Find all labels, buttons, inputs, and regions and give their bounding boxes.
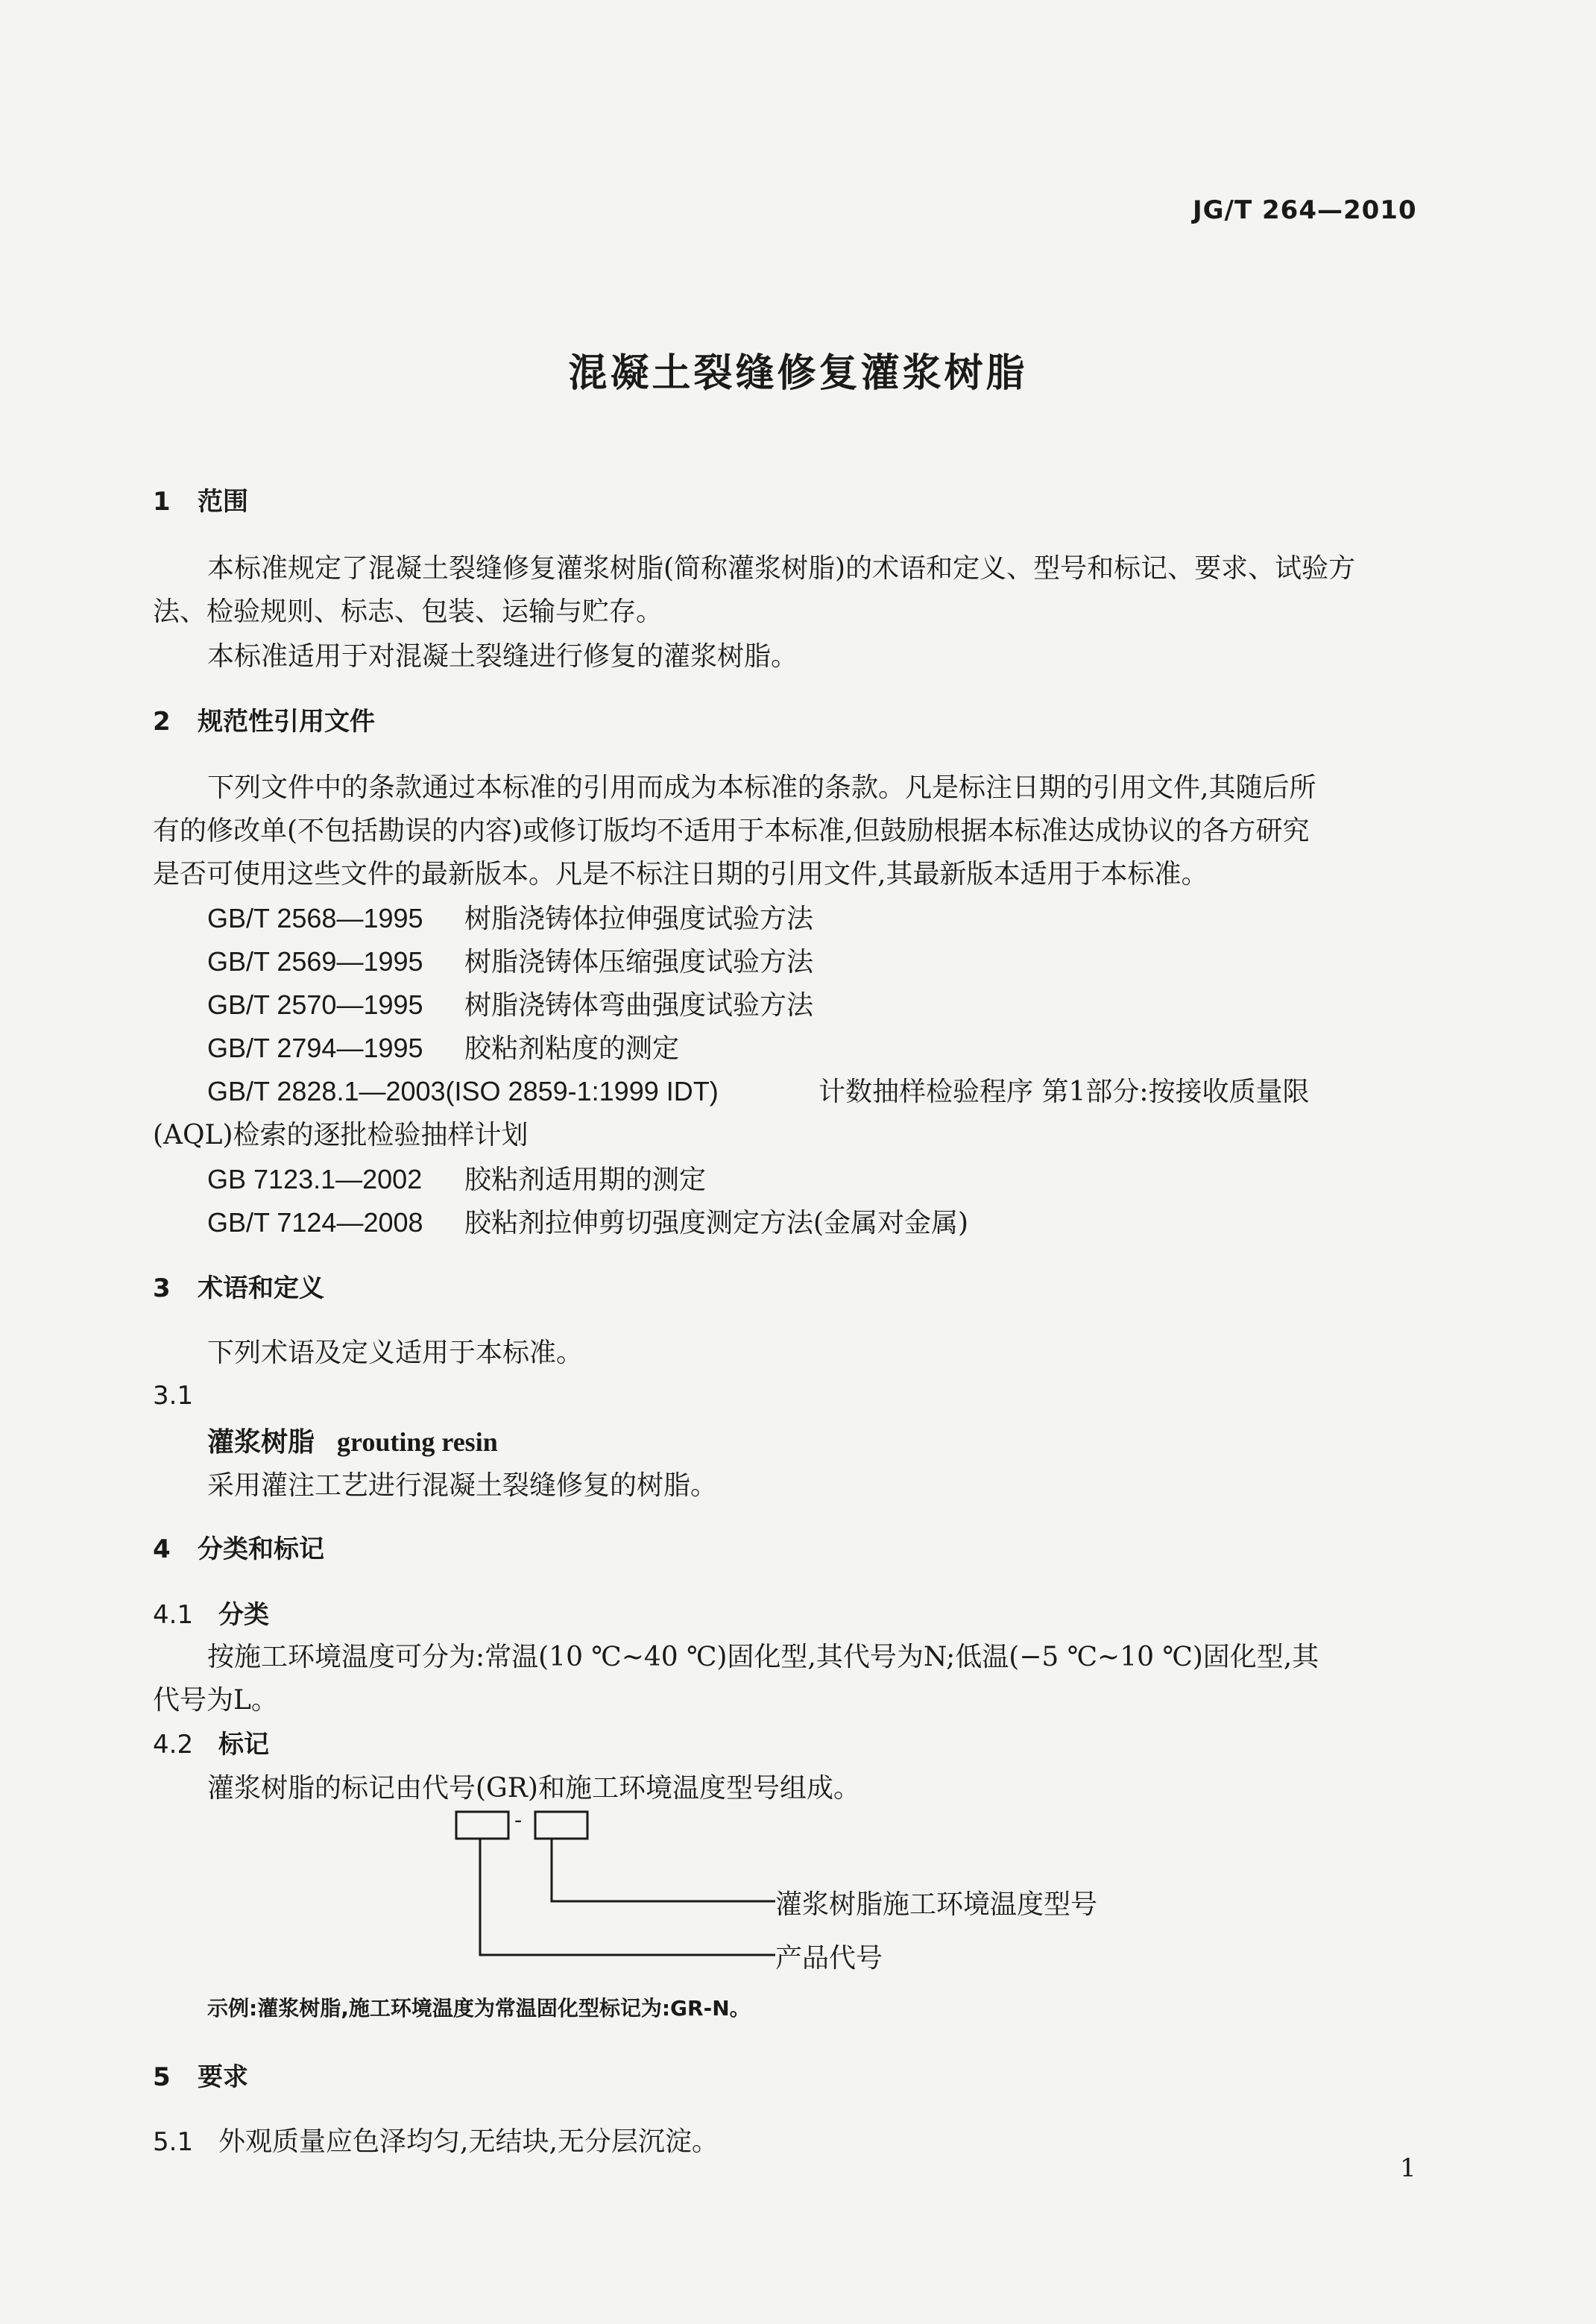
term-chinese: 灌浆树脂 — [207, 1427, 315, 1458]
section-number: 5 — [153, 2062, 171, 2092]
section-3-heading — [153, 1268, 324, 1304]
section-title: 规范性引用文件 — [198, 707, 375, 737]
term-english: grouting resin — [337, 1427, 498, 1457]
subsection-title: 标记 — [218, 1730, 269, 1760]
reference-item — [207, 1071, 1309, 1109]
subsection-text: 外观质量应色泽均匀,无结块,无分层沉淀。 — [218, 2126, 719, 2157]
paragraph: 有的修改单(不包括勘误的内容)或修订版均不适用于本标准,但鼓励根据本标准达成协议的各方研究 — [153, 816, 1310, 846]
subsection-5-1 — [153, 2120, 719, 2158]
reference-code: GB/T 2568—1995 — [207, 903, 423, 933]
paragraph: 本标准规定了混凝土裂缝修复灌浆树脂(简称灌浆树脂)的术语和定义、型号和标记、要求、试验方 — [207, 553, 1356, 584]
standard-number: JG/T 264—2010 — [1193, 195, 1417, 225]
subsection-number: 4.1 — [153, 1600, 194, 1630]
paragraph: 法、检验规则、标志、包装、运输与贮存。 — [153, 596, 663, 627]
section-title: 范围 — [198, 487, 248, 517]
code-box — [456, 1812, 508, 1839]
reference-code: GB/T 7124—2008 — [207, 1207, 423, 1238]
page-number: 1 — [1400, 2153, 1416, 2183]
diagram-dash: - — [514, 1807, 523, 1833]
reference-title: 胶粘剂适用期的测定 — [464, 1165, 707, 1195]
section-2-heading — [153, 701, 375, 737]
paragraph: 代号为L。 — [153, 1685, 278, 1716]
subsection-4-2-heading — [153, 1724, 269, 1760]
reference-title: 树脂浇铸体弯曲强度试验方法 — [464, 990, 814, 1021]
type-leader-line — [552, 1839, 775, 1901]
reference-code: GB/T 2570—1995 — [207, 989, 423, 1020]
paragraph: 灌浆树脂的标记由代号(GR)和施工环境温度型号组成。 — [207, 1773, 860, 1804]
section-1-heading — [153, 481, 248, 517]
reference-title: 树脂浇铸体压缩强度试验方法 — [464, 947, 814, 977]
paragraph: 是否可使用这些文件的最新版本。凡是不标注日期的引用文件,其最新版本适用于本标准。 — [153, 859, 1208, 889]
reference-title: 胶粘剂拉伸剪切强度测定方法(金属对金属) — [464, 1208, 969, 1238]
reference-item — [207, 941, 813, 979]
reference-item — [207, 1027, 679, 1065]
term — [207, 1421, 498, 1459]
example-note: 示例:灌浆树脂,施工环境温度为常温固化型标记为:GR-N。 — [207, 1996, 751, 2021]
reference-title: 树脂浇铸体拉伸强度试验方法 — [464, 904, 814, 934]
section-title: 术语和定义 — [198, 1273, 324, 1303]
section-title: 分类和标记 — [198, 1534, 324, 1564]
type-box — [535, 1812, 587, 1839]
document-title: 混凝土裂缝修复灌浆树脂 — [568, 351, 1028, 396]
reference-code: GB 7123.1—2002 — [207, 1164, 423, 1194]
reference-continuation: (AQL)检索的逐批检验抽样计划 — [153, 1120, 529, 1150]
paragraph: 按施工环境温度可分为:常温(10 ℃~40 ℃)固化型,其代号为N;低温(−5 ℃~10 ℃)固化型,其 — [207, 1642, 1319, 1672]
subsection-number: 5.1 — [153, 2127, 194, 2157]
reference-code: GB/T 2828.1—2003(ISO 2859-1:1999 IDT) — [207, 1076, 719, 1106]
diagram-label-product-code: 产品代号 — [775, 1943, 883, 1974]
reference-code: GB/T 2794—1995 — [207, 1033, 423, 1063]
reference-item — [207, 898, 813, 936]
subsection-3-1-number: 3.1 — [153, 1381, 194, 1411]
paragraph: 本标准适用于对混凝土裂缝进行修复的灌浆树脂。 — [207, 641, 798, 672]
subsection-4-1-heading — [153, 1594, 269, 1631]
section-number: 2 — [153, 707, 171, 737]
subsection-number: 4.2 — [153, 1730, 194, 1760]
code-leader-line — [480, 1839, 775, 1955]
section-number: 3 — [153, 1273, 171, 1303]
term-definition: 采用灌注工艺进行混凝土裂缝修复的树脂。 — [207, 1470, 718, 1501]
reference-title: 计数抽样检验程序 第1部分:按接收质量限 — [818, 1077, 1310, 1107]
diagram-label-temperature-type: 灌浆树脂施工环境温度型号 — [775, 1889, 1098, 1920]
paragraph: 下列文件中的条款通过本标准的引用而成为本标准的条款。凡是标注日期的引用文件,其随后所 — [207, 772, 1316, 803]
section-number: 4 — [153, 1534, 171, 1564]
subsection-title: 分类 — [218, 1600, 269, 1630]
reference-title: 胶粘剂粘度的测定 — [464, 1033, 680, 1064]
section-5-heading — [153, 2056, 248, 2093]
reference-item — [207, 1202, 968, 1240]
reference-item — [207, 1159, 706, 1197]
section-number: 1 — [153, 487, 171, 517]
section-title: 要求 — [198, 2062, 248, 2092]
section-4-heading — [153, 1528, 324, 1565]
paragraph: 下列术语及定义适用于本标准。 — [207, 1338, 584, 1368]
reference-item — [207, 984, 813, 1022]
reference-code: GB/T 2569—1995 — [207, 946, 423, 977]
